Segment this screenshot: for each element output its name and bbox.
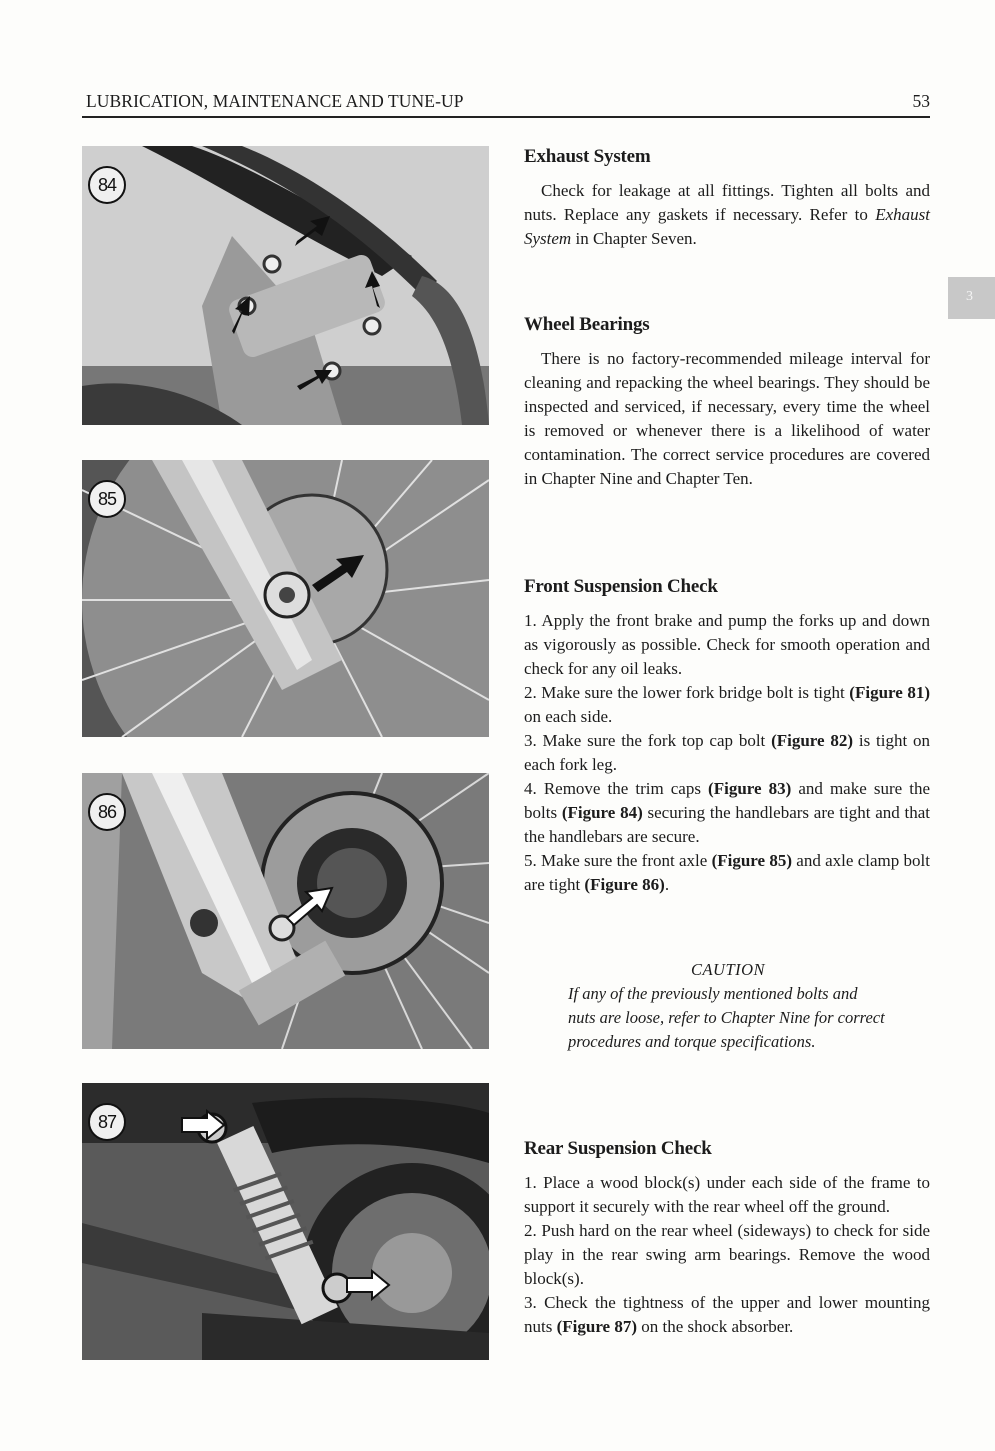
front-item-5-ref-a: (Figure 85) bbox=[711, 851, 793, 870]
rear-item-3-ref: (Figure 87) bbox=[556, 1317, 638, 1336]
front-item-3-ref: (Figure 82) bbox=[771, 731, 854, 750]
rear-shock-illustration bbox=[82, 1083, 489, 1360]
front-item-4-text: 4. Remove the trim caps bbox=[524, 779, 709, 798]
front-item-5-ref-b: (Figure 86) bbox=[584, 875, 665, 894]
section-front-suspension bbox=[524, 576, 930, 897]
front-item-3 bbox=[524, 729, 930, 777]
section-exhaust bbox=[524, 146, 930, 251]
front-item-2-end: on each side. bbox=[524, 707, 613, 726]
figure-84-number: 84 bbox=[88, 166, 126, 204]
section-wheel-bearings bbox=[524, 314, 930, 491]
exhaust-reference: Exhaust System bbox=[524, 205, 930, 248]
axle-clamp-illustration bbox=[82, 773, 489, 1049]
figure-87-photo bbox=[82, 1083, 489, 1360]
rear-item-3-text: 3. Check the tightness of the upper and lower mounting nuts bbox=[524, 1293, 930, 1336]
caution-text: If any of the previously mentioned bolts and nuts are loose, refer to Chapter Nine for correct procedures and torque specifications. bbox=[568, 984, 885, 1051]
figure-85-photo bbox=[82, 460, 489, 737]
figure-85-number: 85 bbox=[88, 480, 126, 518]
exhaust-heading: Exhaust System bbox=[524, 146, 651, 167]
figure-86-number: 86 bbox=[88, 793, 126, 831]
figure-87-number: 87 bbox=[88, 1103, 126, 1141]
front-item-5-end: . bbox=[664, 875, 670, 894]
caution-label: CAUTION bbox=[690, 960, 766, 979]
rear-item-3 bbox=[524, 1291, 930, 1339]
front-item-5-mid: and axle clamp bolt are tight bbox=[524, 851, 930, 894]
caution-note bbox=[568, 958, 888, 1054]
page-number: 53 bbox=[912, 91, 930, 111]
handlebar-clamp-illustration bbox=[82, 146, 489, 425]
front-item-5 bbox=[524, 849, 930, 897]
front-axle-illustration bbox=[82, 460, 489, 737]
front-item-3-text: 3. Make sure the fork top cap bolt bbox=[524, 731, 772, 750]
front-item-4 bbox=[524, 777, 930, 849]
wheel-heading: Wheel Bearings bbox=[524, 314, 650, 335]
section-rear-suspension bbox=[524, 1138, 930, 1339]
rear-item-1: 1. Place a wood block(s) under each side of the frame to support it securely with the rear wheel off the ground. bbox=[524, 1173, 930, 1216]
rear-item-2: 2. Push hard on the rear wheel (sideways) to check for side play in the rear swing arm bearings. Remove the wood block(s). bbox=[524, 1221, 930, 1288]
front-item-3-end: is tight on each fork leg. bbox=[524, 731, 930, 774]
front-item-4-end: securing the handlebars are tight and that the handlebars are secure. bbox=[524, 803, 931, 846]
chapter-tab bbox=[948, 277, 995, 319]
exhaust-paragraph bbox=[524, 179, 930, 251]
figure-84-photo bbox=[82, 146, 489, 425]
exhaust-text: Check for leakage at all fittings. Tighten all bolts and nuts. Replace any gaskets if necessary. Refer to bbox=[524, 181, 930, 224]
front-item-4-ref-a: (Figure 83) bbox=[708, 779, 792, 798]
front-item-2-ref: (Figure 81) bbox=[849, 683, 930, 702]
exhaust-text-end: in Chapter Seven. bbox=[571, 229, 697, 248]
front-heading: Front Suspension Check bbox=[524, 576, 718, 597]
rear-heading: Rear Suspension Check bbox=[524, 1138, 712, 1159]
rear-item-3-end: on the shock absorber. bbox=[637, 1317, 794, 1336]
front-item-2 bbox=[524, 681, 930, 729]
front-item-4-ref-b: (Figure 84) bbox=[561, 803, 643, 822]
front-item-1: 1. Apply the front brake and pump the forks up and down as vigorously as possible. Check for smooth operation and check for any oil leaks. bbox=[524, 611, 930, 678]
figure-86-photo bbox=[82, 773, 489, 1049]
wheel-paragraph: There is no factory-recommended mileage interval for cleaning and repacking the wheel bearings. They should be inspected and serviced, if necessary, every time the wheel is removed or whenever there is a likelihood of water contamination. The correct service procedures are covered in Chapter Nine and Chapter Ten. bbox=[524, 349, 930, 488]
front-item-5-text: 5. Make sure the front axle bbox=[524, 851, 712, 870]
chapter-tab-label: 3 bbox=[966, 289, 973, 304]
front-item-2-text: 2. Make sure the lower fork bridge bolt is tight bbox=[524, 683, 850, 702]
front-item-4-mid: and make sure the bolts bbox=[524, 779, 930, 822]
running-header bbox=[82, 88, 930, 118]
chapter-title: LUBRICATION, MAINTENANCE AND TUNE-UP bbox=[86, 91, 464, 111]
